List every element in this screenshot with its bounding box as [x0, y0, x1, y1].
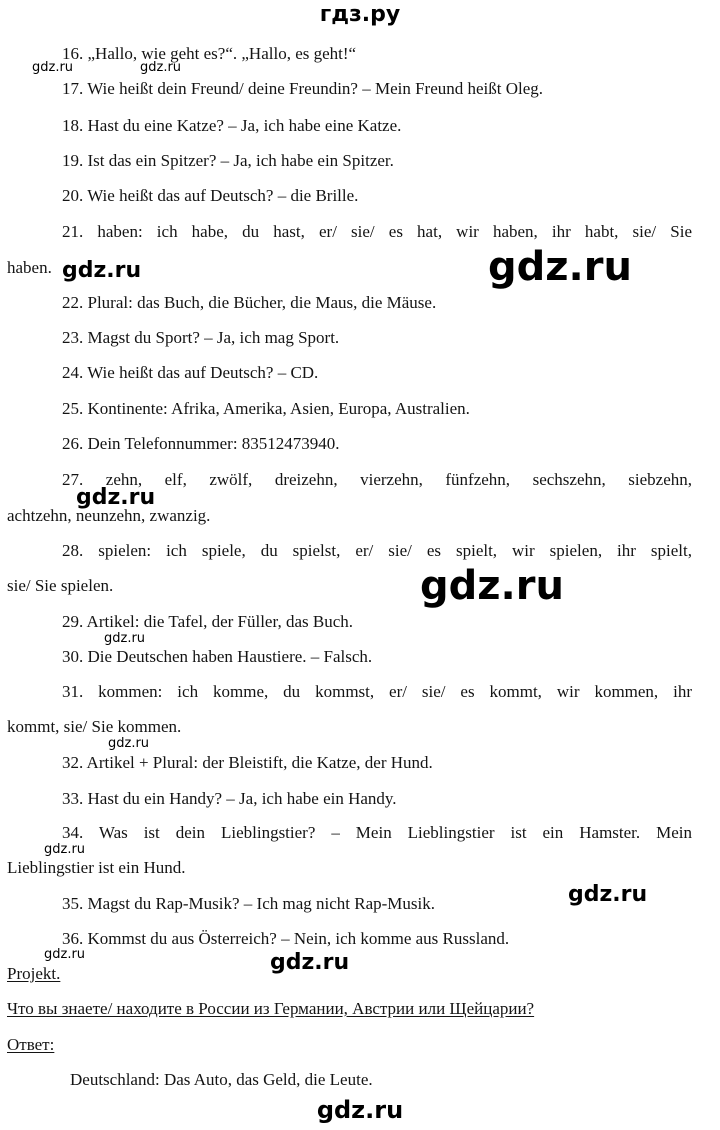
project-answer: Deutschland: Das Auto, das Geld, die Leute.: [70, 1070, 373, 1089]
site-title: гдз.ру: [319, 2, 401, 27]
item-30: 30. Die Deutschen haben Haustiere. – Falsch.: [62, 647, 373, 666]
watermark: gdz.ru: [488, 244, 632, 290]
watermark: gdz.ru: [568, 882, 648, 907]
item-34-line-1: 34. Was ist dein Lieblingstier? – Mein Lieblingstier ist ein Hamster. Mein: [62, 823, 692, 842]
item-21-line-1: 21. haben: ich habe, du hast, er/ sie/ es hat, wir haben, ihr habt, sie/ Sie: [62, 222, 692, 241]
watermark: gdz.ru: [76, 485, 156, 510]
item-35: 35. Magst du Rap-Musik? – Ich mag nicht Rap-Musik.: [62, 894, 436, 913]
item-18: 18. Hast du eine Katze? – Ja, ich habe eine Katze.: [62, 116, 402, 135]
item-36: 36. Kommst du aus Österreich? – Nein, ich komme aus Russland.: [62, 929, 510, 948]
item-31-line-1: 31. kommen: ich komme, du kommst, er/ sie/ es kommt, wir kommen, ihr: [62, 682, 692, 701]
item-33: 33. Hast du ein Handy? – Ja, ich habe ein Handy.: [62, 789, 397, 808]
watermark: gdz.ru: [44, 947, 86, 962]
watermark: gdz.ru: [270, 950, 350, 975]
watermark: gdz.ru: [108, 736, 150, 751]
watermark: gdz.ru: [32, 60, 74, 75]
item-27-line-1: 27. zehn, elf, zwölf, dreizehn, vierzehn, fünfzehn, sechszehn, siebzehn,: [62, 470, 692, 489]
item-21-line-2: haben.: [7, 258, 52, 277]
item-16: 16. „Hallo, wie geht es?“. „Hallo, es geht!“: [62, 44, 357, 63]
watermark: gdz.ru: [420, 563, 564, 609]
item-28-line-1: 28. spielen: ich spiele, du spielst, er/ sie/ es spielt, wir spielen, ihr spielt,: [62, 541, 692, 560]
item-20: 20. Wie heißt das auf Deutsch? – die Brille.: [62, 186, 359, 205]
item-23: 23. Magst du Sport? – Ja, ich mag Sport.: [62, 328, 340, 347]
answer-label: Ответ:: [7, 1035, 55, 1054]
watermark: gdz.ru: [44, 842, 86, 857]
item-29: 29. Artikel: die Tafel, der Füller, das Buch.: [62, 612, 354, 631]
project-heading: Projekt.: [7, 964, 61, 983]
item-17: 17. Wie heißt dein Freund/ deine Freundin? – Mein Freund heißt Oleg.: [62, 79, 544, 98]
project-question: Что вы знаете/ находите в России из Германии, Австрии или Щейцарии?: [7, 999, 535, 1018]
item-32: 32. Artikel + Plural: der Bleistift, die Katze, der Hund.: [62, 753, 433, 772]
item-28-line-2: sie/ Sie spielen.: [7, 576, 114, 595]
item-25: 25. Kontinente: Afrika, Amerika, Asien, Europa, Australien.: [62, 399, 470, 418]
item-26: 26. Dein Telefonnummer: 83512473940.: [62, 434, 340, 453]
item-22: 22. Plural: das Buch, die Bücher, die Maus, die Mäuse.: [62, 293, 437, 312]
watermark: gdz.ru: [104, 631, 146, 646]
footer-watermark: gdz.ru: [316, 1096, 404, 1124]
item-34-line-2: Lieblingstier ist ein Hund.: [7, 858, 186, 877]
item-27-line-2: achtzehn, neunzehn, zwanzig.: [7, 506, 211, 525]
watermark: gdz.ru: [140, 60, 182, 75]
watermark: gdz.ru: [62, 258, 142, 283]
item-24: 24. Wie heißt das auf Deutsch? – CD.: [62, 363, 319, 382]
item-31-line-2: kommt, sie/ Sie kommen.: [7, 717, 182, 736]
item-19: 19. Ist das ein Spitzer? – Ja, ich habe ein Spitzer.: [62, 151, 394, 170]
